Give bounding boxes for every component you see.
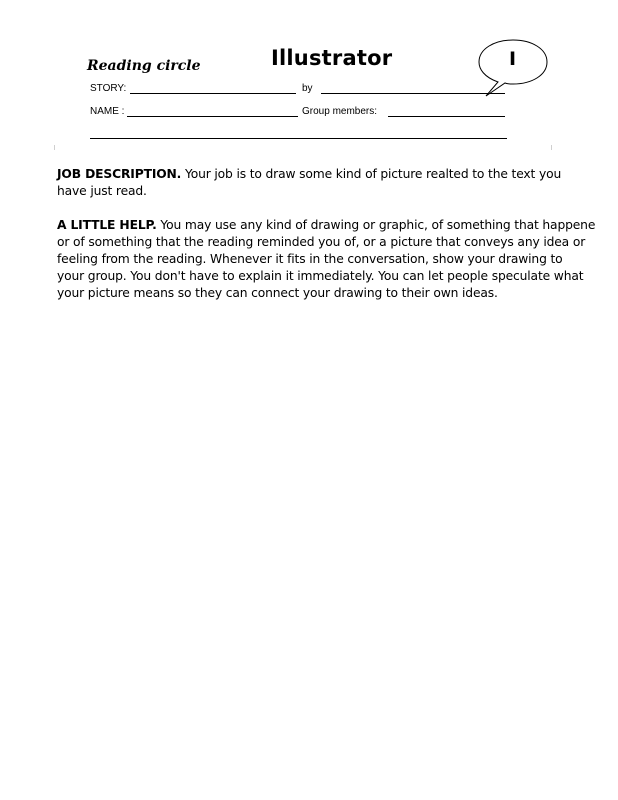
help-line: You may use any kind of drawing or graphic, of something that happene <box>156 218 596 232</box>
extra-line-field[interactable] <box>90 138 507 139</box>
left-edge-mark <box>54 145 55 150</box>
help-line: your picture means so they can connect your drawing to their own ideas. <box>57 286 498 300</box>
job-description-paragraph <box>57 166 577 200</box>
name-field[interactable] <box>127 116 298 117</box>
role-title: Illustrator <box>271 46 393 70</box>
help-line: feeling from the reading. Whenever it fits in the conversation, show your drawing to <box>57 252 563 266</box>
role-instructions <box>57 166 596 302</box>
group-members-field[interactable] <box>388 116 505 117</box>
help-heading: A LITTLE HELP. <box>57 218 157 232</box>
story-label: STORY: <box>90 83 127 94</box>
story-field[interactable] <box>130 93 296 94</box>
by-label: by <box>302 83 313 94</box>
group-members-label: Group members: <box>302 106 378 117</box>
name-label: NAME : <box>90 106 125 117</box>
reading-circle-brand: Reading circle <box>87 58 201 74</box>
help-line: or of something that the reading reminded you of, or a picture that conveys any idea or <box>57 235 586 249</box>
job-description-line: have just read. <box>57 184 147 198</box>
author-field[interactable] <box>321 93 505 94</box>
help-line: your group. You don't have to explain it immediately. You can let people speculate what <box>57 269 584 283</box>
job-description-heading: JOB DESCRIPTION. <box>57 167 182 181</box>
help-paragraph <box>57 217 596 302</box>
job-description-line: Your job is to draw some kind of picture realted to the text you <box>181 167 562 181</box>
role-letter: I <box>508 48 517 70</box>
worksheet-header <box>54 38 554 150</box>
right-edge-mark <box>551 145 552 150</box>
